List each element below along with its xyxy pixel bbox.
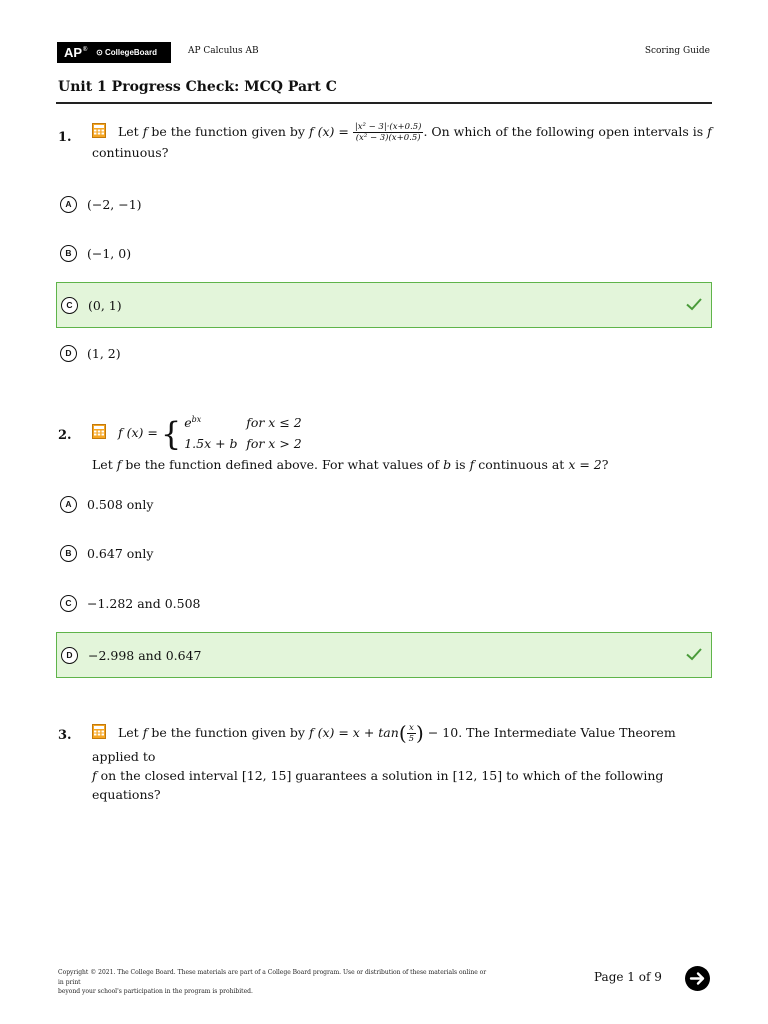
choice-text: 0.508 only xyxy=(87,496,154,512)
choice-letter-badge: D xyxy=(60,345,77,362)
choice-text: −2.998 and 0.647 xyxy=(88,647,202,663)
choice-text: (1, 2) xyxy=(87,345,121,361)
choice-letter-badge: B xyxy=(60,245,77,262)
choice-text: 0.647 only xyxy=(87,545,154,561)
question-1-choice-b[interactable] xyxy=(56,231,712,275)
correct-check-icon xyxy=(685,295,703,313)
choice-letter-badge: D xyxy=(61,647,78,664)
question-1-choice-a[interactable] xyxy=(56,182,712,226)
question-1-stem: Let f be the function given by f (x) = $\frac{\text{|x² − 3|·(x+0.5)}}{\text{(x² − 3)(x+0.5)}}$ . On which of the following open intervals is f continuous? xyxy=(92,122,712,160)
page-title: Unit 1 Progress Check: MCQ Part C xyxy=(58,79,337,95)
scoring-guide-label: Scoring Guide xyxy=(644,46,710,56)
question-2-choice-d-correct[interactable] xyxy=(56,632,712,678)
copyright-notice: Copyright © 2021. The College Board. These materials are part of a College Board program. Use or distribution of these materials online or in print beyond your school's participation in the program is prohibited. xyxy=(58,969,487,996)
collegeboard-logo-text: ⊙ CollegeBoard xyxy=(96,48,158,57)
question-2-number: 2. xyxy=(58,428,72,443)
question-2-stem: Let f be the function defined above. For what values of b is f continuous at x = 2? xyxy=(92,457,609,472)
page-number: Page 1 of 9 xyxy=(594,970,662,984)
question-1-number: 1. xyxy=(58,130,72,145)
question-2-choice-c[interactable] xyxy=(56,581,712,625)
course-name: AP Calculus AB xyxy=(188,46,259,56)
question-2-function: f (x) = { $e^{bx}$ for x ≤ 2 1.5x + b for x > 2 xyxy=(92,414,712,454)
header-divider xyxy=(56,102,712,104)
question-1-fraction: $\frac{\text{|x² − 3|·(x+0.5)}}{\text{(x² − 3)(x+0.5)}}$ xyxy=(354,122,422,144)
calculator-icon xyxy=(92,724,106,745)
arrow-right-icon xyxy=(685,966,710,991)
question-1-choice-d[interactable] xyxy=(56,331,712,375)
choice-text: (−2, −1) xyxy=(87,196,142,212)
ap-logo-text: AP xyxy=(64,45,83,60)
choice-letter-badge: C xyxy=(60,595,77,612)
choice-text: (0, 1) xyxy=(88,297,122,313)
calculator-icon xyxy=(92,123,106,144)
choice-letter-badge: A xyxy=(60,496,77,513)
choice-text: −1.282 and 0.508 xyxy=(87,595,201,611)
ap-collegeboard-logo: AP ® ⊙ CollegeBoard xyxy=(57,42,171,63)
next-page-button[interactable] xyxy=(685,966,710,991)
question-2-choice-a[interactable] xyxy=(56,482,712,526)
calculator-icon xyxy=(92,424,106,445)
question-3-stem: Let f be the function given by f (x) = x + tan( $\frac{x}{5}$ ) − 10. The Intermediate Value Theorem applied to f on the closed interval [12, 15] guarantees a solution in [12, 15] to which of the following equations? xyxy=(92,721,676,802)
question-1-choice-c-correct[interactable] xyxy=(56,282,712,328)
question-3-number: 3. xyxy=(58,728,72,743)
choice-letter-badge: B xyxy=(60,545,77,562)
question-2-choice-b[interactable] xyxy=(56,531,712,575)
choice-text: (−1, 0) xyxy=(87,245,132,261)
choice-letter-badge: A xyxy=(60,196,77,213)
choice-letter-badge: C xyxy=(61,297,78,314)
correct-check-icon xyxy=(685,645,703,663)
